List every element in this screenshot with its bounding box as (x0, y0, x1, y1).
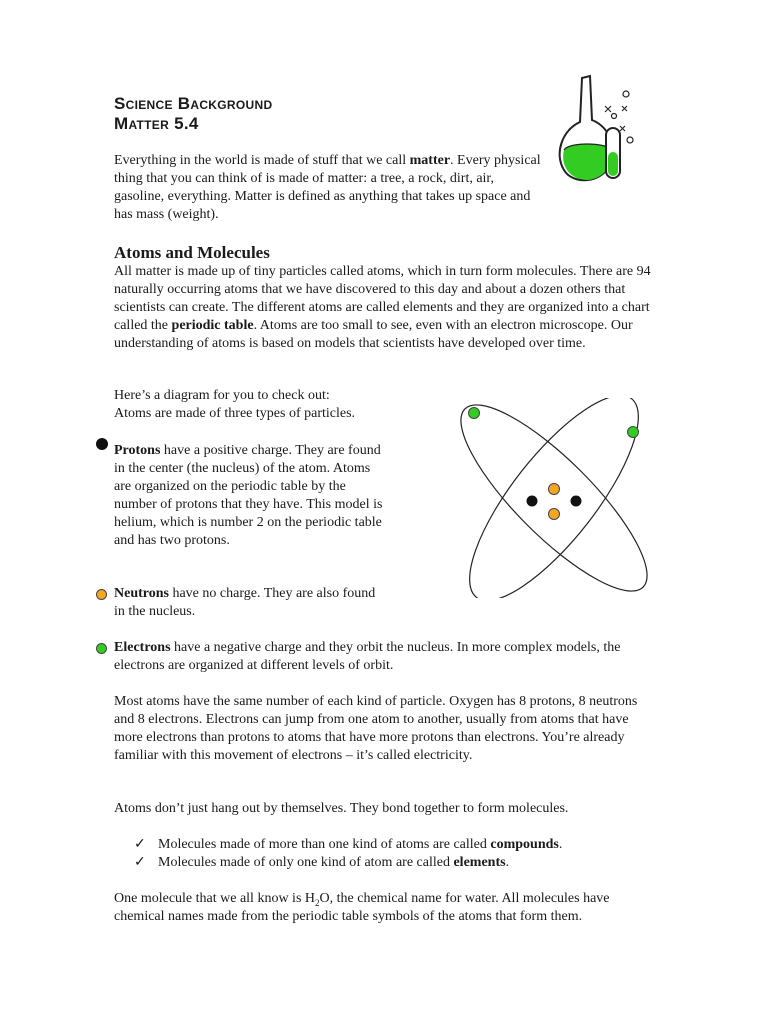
electron-dot (469, 408, 480, 419)
water-paragraph: One molecule that we all know is $H_2O$, the chemical name for water. All molecules have chemical names made from the periodic table symbols of the atoms that form them. (114, 891, 610, 924)
diagram-intro: Here’s a diagram for you to check out: Atoms are made of three types of particles. (114, 388, 356, 421)
neutron-dot (549, 509, 560, 520)
bond-paragraph: Atoms don’t just hang out by themselves. They bond together to form molecules. (114, 801, 569, 816)
flask-icon (548, 70, 648, 200)
protons-paragraph: Protons have a positive charge. They are found in the center (the nucleus) of the atom. Atoms are organized on the periodic table by the number of protons that they have. This model is helium, which is number 2 on the periodic table and has two protons. (114, 443, 383, 548)
electron-dot (628, 427, 639, 438)
most-atoms-paragraph: Most atoms have the same number of each kind of particle. Oxygen has 8 protons, 8 neutrons and 8 electrons. Electrons can jump from one atom to another, usually from atoms that have more electrons than protons to atoms that have more protons than electrons. You’re already familiar with this movement of electrons – it’s called electricity. (114, 694, 638, 763)
page-title (114, 94, 272, 134)
neutron-dot (549, 484, 560, 495)
intro-paragraph: Everything in the world is made of stuff that we call matter. Every physical thing that you can think of is made of matter: a tree, a rock, dirt, air, gasoline, everything. Matter is defined as anything that takes up space and has mass (weight). (114, 153, 541, 222)
neutron-bullet-icon (96, 589, 107, 600)
checkmark-icon: ✓ (134, 837, 146, 852)
neutrons-paragraph: Neutrons have no charge. They are also found in the nucleus. (114, 586, 376, 619)
title-line-1: Science Background (114, 94, 273, 113)
electrons-paragraph: Electrons have a negative charge and they orbit the nucleus. In more complex models, the electrons are organized at different levels of orbit. (114, 640, 621, 673)
molecule-checklist (134, 836, 654, 872)
proton-dot (527, 496, 538, 507)
proton-bullet-icon (96, 438, 108, 450)
electron-bullet-icon (96, 643, 107, 654)
atom-diagram (440, 398, 660, 598)
checkmark-icon: ✓ (134, 855, 146, 870)
section-heading-atoms: Atoms and Molecules (114, 243, 270, 262)
atoms-paragraph: All matter is made up of tiny particles called atoms, which in turn form molecules. There are 94 naturally occurring atoms that we have discovered to this day and about a dozen others that scientists can create. The different atoms are called elements and they are organized into a chart called the periodic table. Atoms are too small to see, even with an electron microscope. Our understanding of atoms is based on models that scientists have developed over time. (114, 264, 651, 351)
orbit-ellipse-1 (443, 398, 660, 598)
proton-dot (571, 496, 582, 507)
list-item: ✓ Molecules made of only one kind of atom are called elements. (134, 855, 510, 870)
orbit-ellipse-2 (440, 398, 660, 598)
list-item: ✓ Molecules made of more than one kind of atoms are called compounds. (134, 837, 563, 852)
title-line-2: Matter 5.4 (114, 114, 199, 133)
